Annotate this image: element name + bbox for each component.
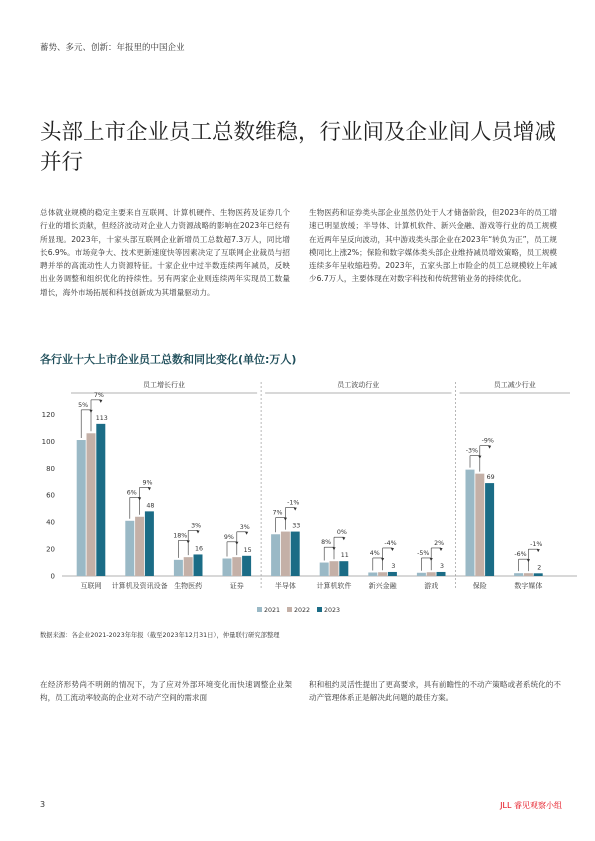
yoy-2022-label: 8% — [321, 539, 332, 547]
bar-value-label: 113 — [95, 414, 108, 422]
bar-value-label: 33 — [292, 522, 301, 530]
bar-2021 — [466, 470, 475, 576]
bar-value-label: 2 — [537, 564, 542, 572]
yoy-arrow — [294, 508, 297, 511]
category-label: 保险 — [472, 582, 487, 590]
yoy-2023-label: -1% — [530, 541, 543, 549]
bar-2021 — [77, 440, 86, 576]
employee-bar-chart — [0, 372, 595, 627]
yoy-arrow — [391, 548, 394, 551]
category-label: 计算机及资讯设备 — [111, 582, 168, 590]
yoy-arrow — [245, 532, 248, 535]
yoy-2023-label: -9% — [481, 437, 494, 445]
bar-value-label: 11 — [340, 552, 349, 560]
yoy-2022-label: 5% — [78, 401, 89, 409]
group-title: 员工波动行业 — [337, 381, 380, 389]
y-tick-label: 120 — [41, 410, 55, 419]
yoy-2023-label: 3% — [239, 523, 250, 531]
y-tick-label: 60 — [46, 491, 55, 500]
yoy-2023-label: -1% — [287, 499, 300, 507]
bar-2021 — [174, 560, 183, 576]
yoy-2023-label: 7% — [93, 391, 104, 399]
bar-2021 — [368, 572, 377, 576]
y-tick-label: 100 — [41, 437, 55, 446]
yoy-2022-label: 9% — [223, 533, 234, 541]
group-title: 员工增长行业 — [143, 381, 186, 389]
bar-2021 — [514, 573, 523, 576]
yoy-2023-label: 9% — [142, 479, 153, 487]
page-number: 3 — [40, 800, 46, 809]
yoy-arrow — [537, 549, 540, 552]
running-header: 蓄势、多元、创新：年报里的中国企业 — [40, 43, 185, 53]
y-tick-label: 20 — [46, 545, 55, 554]
bar-2022 — [281, 532, 290, 576]
yoy-2022-label: -5% — [417, 549, 430, 557]
bar-2023 — [485, 483, 494, 576]
yoy-arrow — [342, 537, 345, 540]
category-label: 计算机软件 — [316, 582, 352, 590]
legend-label: 2021 — [264, 607, 281, 614]
bar-value-label: 3 — [391, 562, 396, 570]
yoy-arrow — [439, 548, 442, 551]
category-label: 证券 — [229, 582, 244, 590]
yoy-2022-label: 7% — [272, 509, 283, 517]
legend-label: 2022 — [294, 607, 311, 614]
outro-paragraph-left: 在经济形势尚不明朗的情况下，为了应对外部环境变化而快速调整企业架构，员工流动率较高的企业对不动产空间的需求面 — [40, 680, 292, 703]
source-note: 数据来源：各企业2021-2023年年报（截至2023年12月31日），仲量联行研究部整理 — [40, 632, 280, 639]
bar-2022 — [87, 433, 96, 576]
category-label: 互联网 — [80, 582, 102, 590]
yoy-2022-label: -6% — [514, 551, 527, 559]
bar-2023 — [339, 561, 348, 576]
yoy-arrow — [148, 487, 151, 490]
chart-title: 各行业十大上市企业员工总数和同比变化(单位:万人) — [40, 353, 297, 366]
category-label: 新兴金融 — [368, 582, 397, 590]
yoy-2023-label: 3% — [191, 522, 202, 530]
bar-2023 — [96, 424, 105, 576]
bar-2022 — [184, 557, 193, 576]
legend-label: 2023 — [324, 607, 341, 614]
yoy-arrow — [99, 400, 102, 403]
y-tick-label: 40 — [46, 518, 55, 527]
bar-2022 — [135, 517, 144, 576]
bar-2023 — [242, 556, 251, 576]
bar-2021 — [417, 573, 426, 576]
bar-value-label: 48 — [146, 502, 155, 510]
category-label: 生物医药 — [174, 582, 203, 590]
yoy-2023-label: 2% — [434, 539, 445, 547]
bar-2023 — [145, 511, 154, 576]
section-title: 头部上市企业员工总数维稳，行业间及企业间人员增减并行 — [40, 120, 557, 175]
bar-2022 — [427, 572, 436, 576]
bar-2022 — [524, 573, 533, 576]
bar-2022 — [378, 572, 387, 576]
brand-footer: JLL 睿见观察小组 — [500, 801, 562, 810]
bar-value-label: 3 — [439, 562, 445, 570]
yoy-2022-label: 18% — [173, 532, 188, 540]
bar-2021 — [125, 521, 134, 576]
yoy-arrow — [488, 446, 491, 449]
bar-2023 — [534, 573, 543, 576]
category-label: 游戏 — [424, 582, 439, 590]
bar-2022 — [330, 561, 339, 576]
y-tick-label: 0 — [50, 572, 55, 581]
category-label: 半导体 — [274, 582, 296, 590]
outro-paragraph-right: 积和租约灵活性提出了更高要求，具有前瞻性的不动产策略或者系统化的不动产管理体系正是解决此问题的最佳方案。 — [309, 680, 561, 703]
bar-2023 — [291, 532, 300, 576]
yoy-2023-label: -4% — [384, 539, 397, 547]
group-title: 员工减少行业 — [493, 381, 536, 389]
bar-2021 — [271, 534, 280, 576]
bar-value-label: 16 — [194, 545, 204, 553]
legend-swatch-2023 — [317, 607, 322, 612]
category-label: 数字媒体 — [514, 582, 543, 590]
yoy-2022-label: 4% — [369, 549, 380, 557]
bar-2021 — [320, 563, 329, 576]
legend-swatch-2022 — [287, 607, 292, 612]
legend-swatch-2021 — [257, 607, 262, 612]
yoy-2022-label: 6% — [126, 489, 137, 497]
intro-paragraph-left: 总体就业规模的稳定主要来自互联网、计算机硬件、生物医药及证券几个行业的增长贡献，但经济波动对企业人力资源战略的影响在2023年已经有所显现。2023年，十家头部互联网企业新增员工总数超7.3万人，同比增长6.9%。市场竞争大、技术更新速度快等因素决定了互联网企业裁员与招聘并举的高流动性人力资源特征。十家企业中过半数连续两年减员，反映出业务调整和组织优化的持续性。另有两家企业则连续两年实现员工数量增长，海外市场拓展和科技创新成为其增量驱动力。 — [40, 208, 290, 297]
bar-2021 — [223, 558, 232, 576]
yoy-2022-label: -3% — [465, 447, 479, 455]
bar-value-label: 69 — [486, 474, 495, 482]
bar-2023 — [437, 572, 446, 576]
bar-2022 — [232, 557, 241, 576]
bar-2023 — [388, 572, 397, 576]
intro-paragraph-right: 生物医药和证券类头部企业虽然仍处于人才储备阶段，但2023年的员工增速已明显放缓；半导体、计算机软件、新兴金融、游戏等行业的员工规模在近两年呈反向波动，其中游戏类头部企业在2023年“转负为正”，员工规模同比上涨2%；保险和数字媒体类头部企业维持减员增效策略，员工规模连续多年呈收缩趋势。2023年，五家头部上市险企的员工总规模较上年减少6.7万人，主要体现在对数字科技和传统营销业务的持续优化。 — [309, 208, 557, 284]
bar-2022 — [475, 474, 484, 576]
y-tick-label: 80 — [46, 464, 55, 473]
bar-value-label: 15 — [243, 546, 252, 554]
yoy-2023-label: 0% — [336, 529, 347, 537]
yoy-arrow — [196, 530, 199, 533]
bar-2023 — [194, 554, 203, 576]
